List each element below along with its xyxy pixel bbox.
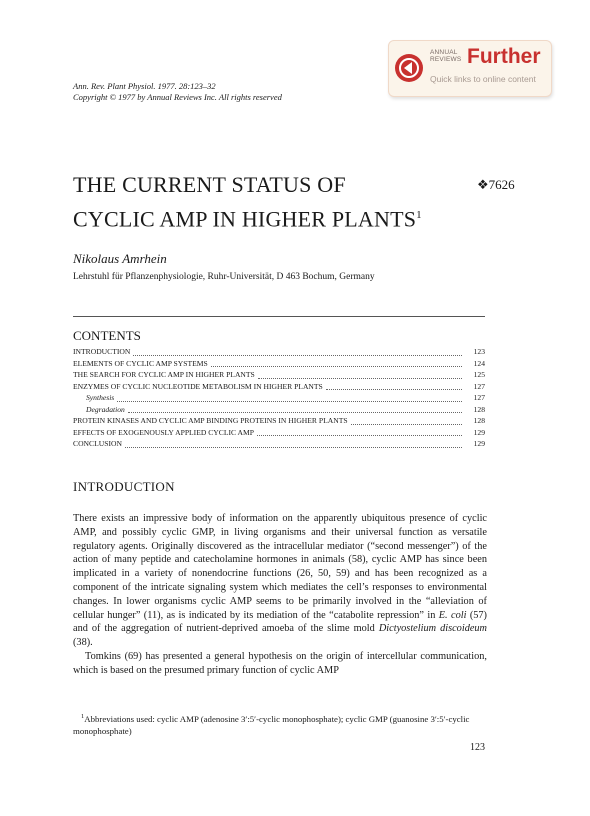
footnote-mark: 1 [81, 713, 85, 720]
title-line-1: THE CURRENT STATUS OF [73, 172, 346, 197]
paragraph: Tomkins (69) has presented a general hypothesis on the origin of intercellular communication, which is based on the presumed primary function of cyclic AMP [73, 650, 487, 676]
citation-line-2: Copyright © 1977 by Annual Reviews Inc. All rights reserved [73, 91, 282, 102]
author-affiliation: Lehrstuhl für Pflanzenphysiologie, Ruhr-Universität, D 463 Bochum, Germany [73, 272, 375, 282]
toc-entry[interactable]: ENZYMES OF CYCLIC NUCLEOTIDE METABOLISM IN HIGHER PLANTS 127 [73, 381, 485, 391]
author-name: Nikolaus Amrhein [73, 251, 167, 266]
further-badge[interactable] [388, 40, 552, 97]
toc-subentry[interactable]: Degradation 128 [86, 404, 485, 414]
contents-heading: CONTENTS [73, 328, 141, 343]
further-tagline: Quick links to online content [430, 74, 536, 84]
table-of-contents [73, 346, 485, 450]
further-arrow-icon [395, 54, 423, 82]
toc-entry[interactable]: INTRODUCTION 123 [73, 347, 485, 356]
toc-entry[interactable]: ELEMENTS OF CYCLIC AMP SYSTEMS 124 [73, 358, 485, 368]
header-divider [73, 316, 485, 317]
annual-reviews-logo-text: ANNUAL REVIEWS [430, 49, 462, 63]
article-code: ❖7626 [477, 177, 515, 192]
article-title [73, 170, 422, 234]
further-wordmark: Further [467, 45, 541, 68]
journal-citation [73, 81, 282, 102]
section-heading-introduction: INTRODUCTION [73, 479, 175, 494]
page-number: 123 [470, 742, 485, 753]
citation-line-1: Ann. Rev. Plant Physiol. 1977. 28:123–32 [73, 81, 216, 91]
footnote: $^1$Abbreviations used: cyclic AMP (adenosine 3′:5′-cyclic monophosphate); cyclic GMP (guanosine 3′:5′-cyclic monophosphate) [73, 713, 470, 736]
toc-entry[interactable]: PROTEIN KINASES AND CYCLIC AMP BINDING PROTEINS IN HIGHER PLANTS 128 [73, 416, 485, 425]
title-line-2: CYCLIC AMP IN HIGHER PLANTS$^1$ [73, 206, 422, 232]
toc-entry[interactable]: CONCLUSION 129 [73, 439, 485, 448]
toc-entry[interactable]: EFFECTS OF EXOGENOUSLY APPLIED CYCLIC AMP 129 [73, 427, 485, 437]
toc-entry[interactable]: THE SEARCH FOR CYCLIC AMP IN HIGHER PLANTS 125 [73, 370, 485, 379]
body-text [73, 512, 487, 678]
paragraph: There exists an impressive body of information on the apparently ubiquitous presence of cyclic AMP, and possibly cyclic GMP, in living organisms and their universal function as versatile regulatory agents. Originally discovered as the intracellular mediator (“second messenger”) of the action of many peptide and catecholamine hormones in animals (58), cyclic AMP has since been implicated in a variety of nonendocrine functions (26, 50, 59) and has been recognized as a component of the intricate signaling system which mediates the cell’s responses to environmental changes. In lower organisms cyclic AMP seems to be primarily involved in the “alleviation of cellular hunger” (11), as is indicated by its mediation of the “catabolite repression” in E. coli (57) and of the aggregation of nutrient-deprived amoeba of the slime mold Dictyostelium discoideum (38). [73, 513, 487, 649]
title-footnote-mark: 1 [416, 209, 422, 221]
toc-subentry[interactable]: Synthesis 127 [86, 393, 485, 402]
